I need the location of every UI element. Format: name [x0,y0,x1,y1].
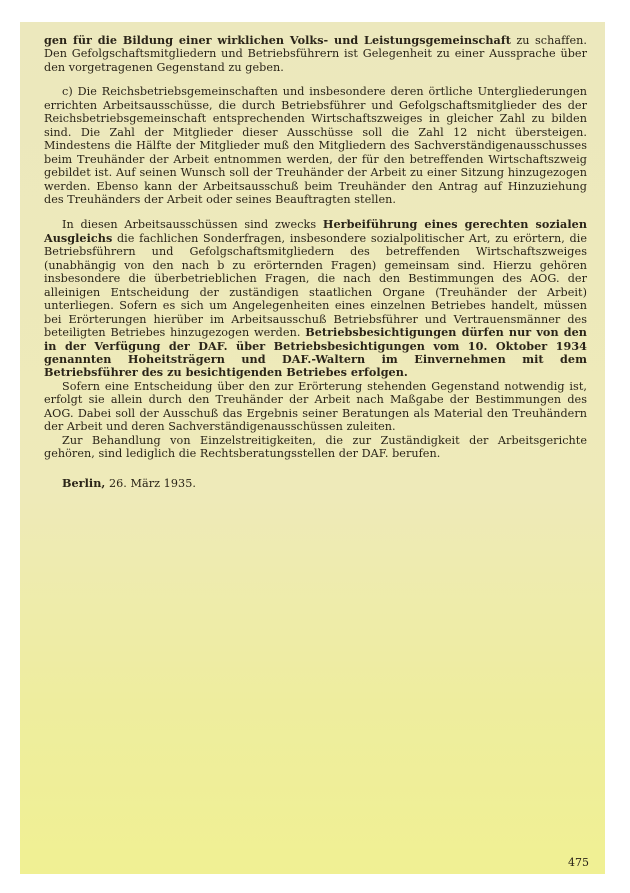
paragraph-lead: In diesen Arbeitsausschüssen sind zwecks [62,218,323,232]
paragraph-continuation [44,34,587,74]
dateline-place: Berlin, [62,475,106,490]
dateline [44,477,587,490]
document-page [20,22,605,874]
bold-phrase-besichtigungen: Betriebsbesichtigungen dürfen nur von den in der Verfügung der DAF. über Betriebsbesichtigungen vom 10. Oktober 1934 genannten Hoheitsträgern und DAF.-Waltern im Einvernehmen mit dem Betriebsführer des zu besichtigenden Betriebes erfolgen. [44,325,587,380]
bold-phrase: Herbeiführung eines gerechten sozialen Ausgleichs [44,217,588,245]
paragraph-einzelstreitigkeiten: Zur Behandlung von Einzelstreitigkeiten, die zur Zuständigkeit der Arbeitsgerichte gehören, sind lediglich die Rechtsberatungsstellen der DAF. berufen. [44,433,587,461]
paragraph-text: die fachlichen Sonderfragen, insbesondere sozialpolitischer Art, zu erörtern, die Betriebsführern und Gefolgschaftsmitgliedern des betreffenden Wirtschaftszweiges (unabhängig von den nach b zu erörternden Fragen) gemeinsam sind. Hierzu gehören insbesondere die überbetrieblichen Fragen, die nach den Bestimmungen des AOG. der alleinigen Entscheidung der zuständigen staatlichen Organe (Treuhänder der Arbeit) unterliegen. Sofern es sich um Angelegenheiten eines einzelnen Betriebes handelt, müssen bei Erörterungen hierüber im Arbeitsausschuß Betriebsführer und Vertrauensmänner des beteiligten Betriebes hinzugezogen werden. [44,231,587,340]
paragraph-section-c: c) Die Reichsbetriebsgemeinschaften und insbesondere deren örtliche Untergliederungen errichten Arbeitsausschüsse, die durch Betriebsführer und Gefolgschaftsmitglieder des der Reichsbetriebsgemeinschaft entsprechenden Wirtschaftszweiges in gleicher Zahl zu bilden sind. Die Zahl der Mitglieder dieser Ausschüsse soll die Zahl 12 nicht übersteigen. Mindestens die Hälfte der Mitglieder muß den Mitgliedern des Sachverständigenausschusses beim Treuhänder der Arbeit entnommen werden, der für den betreffenden Wirtschaftszweig gebildet ist. Auf seinen Wunsch soll der Treuhänder der Arbeit zu einer Sitzung hinzugezogen werden. Ebenso kann der Arbeitsausschuß beim Treuhänder den Antrag auf Hinzuziehung des Treuhänders der Arbeit oder seines Beauftragten stellen. [44,85,587,206]
page-number: 475 [568,856,589,869]
dateline-date: 26. März 1935. [105,476,196,490]
paragraph-arbeitsausschuesse [44,218,587,379]
bold-phrase: gen für die Bildung einer wirklichen Volks- und Leistungsgemeinschaft [44,33,511,47]
paragraph-entscheidung: Sofern eine Entscheidung über den zur Erörterung stehenden Gegenstand notwendig ist, erfolgt sie allein durch den Treuhänder der Arbeit nach Maßgabe der Bestimmungen des AOG. Dabei soll der Ausschuß das Ergebnis seiner Beratungen als Material den Treuhändern der Arbeit und deren Sachverständigenausschüssen zuleiten. [44,379,587,434]
paragraph-text: zu schaffen. Den Gefolgschaftsmitgliedern und Betriebsführern ist Gelegenheit zu einer Aussprache über den vorgetragenen Gegenstand zu geben. [44,34,587,74]
